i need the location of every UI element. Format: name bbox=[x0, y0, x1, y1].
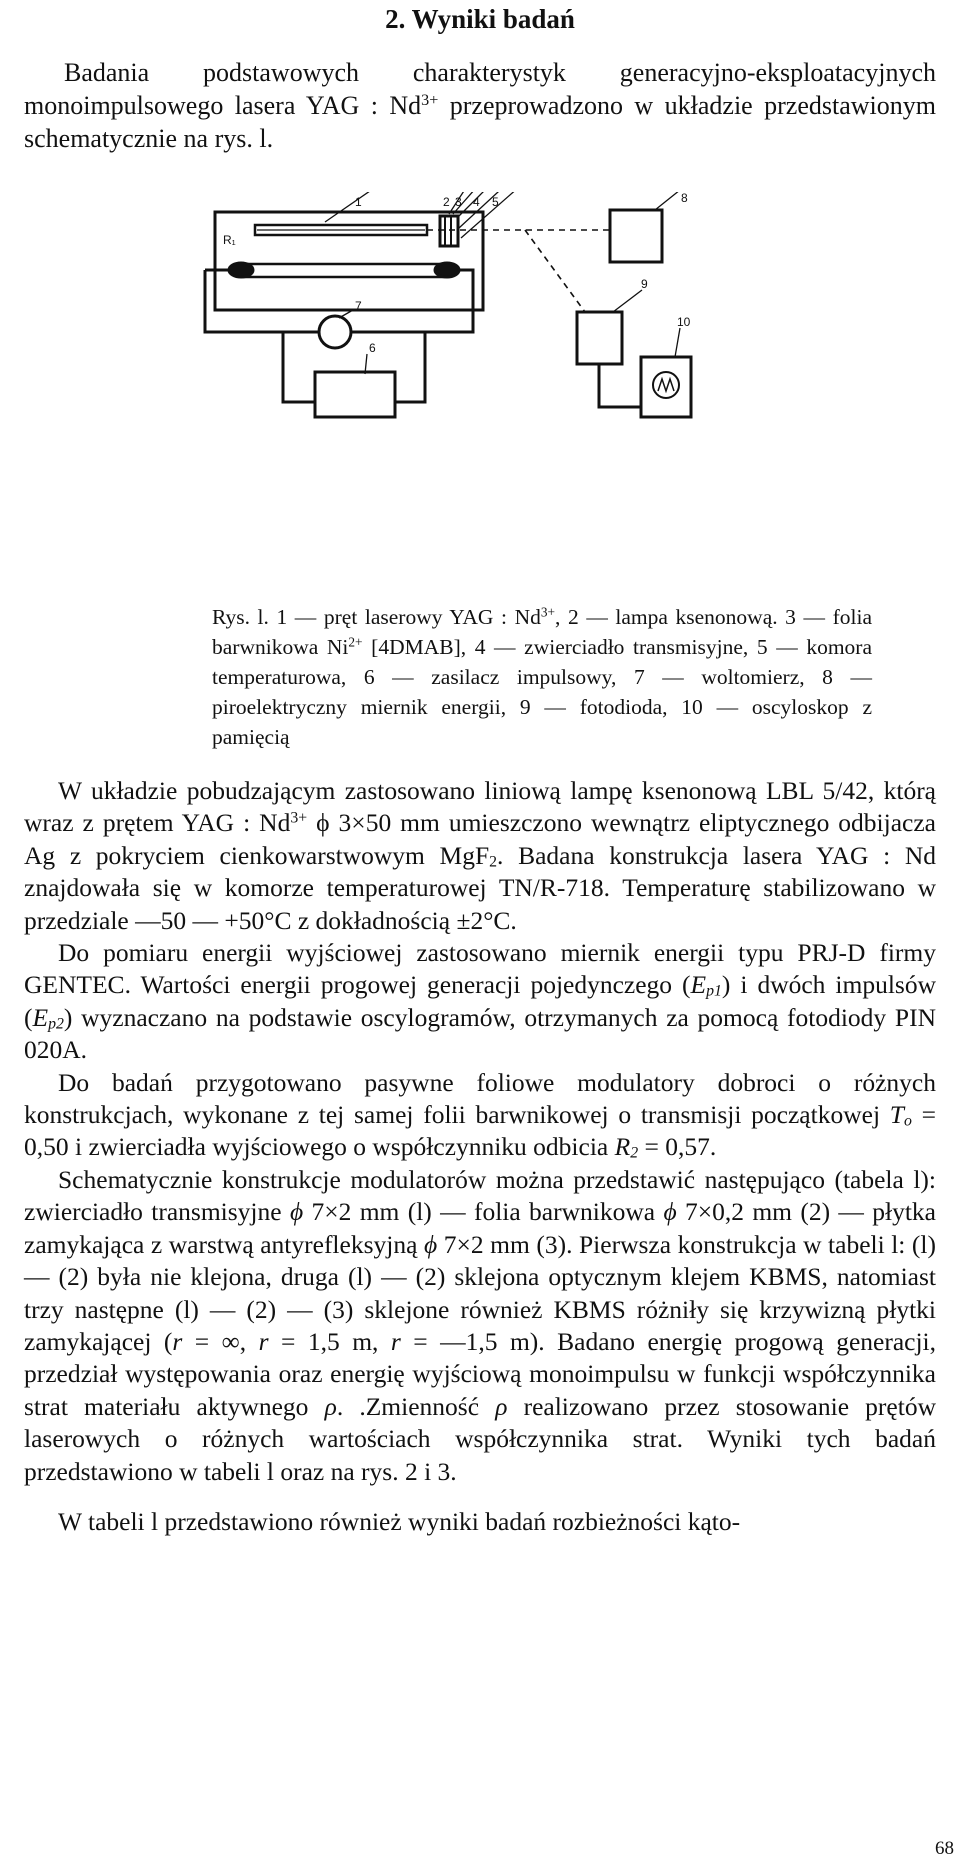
label-10: 10 bbox=[677, 315, 691, 329]
page-number: 68 bbox=[935, 1838, 954, 1859]
label-8: 8 bbox=[681, 192, 688, 205]
label-9: 9 bbox=[641, 277, 648, 291]
laser-setup-schematic bbox=[195, 192, 845, 572]
paragraph-modulators: Do badań przygotowano pasywne foliowe modulatory dobroci o różnych konstrukcjach, wykonane z tej samej folii barwnikowej o transmisji początkowej $T_o = 0,50$ i zwierciadła wyjściowego o współczynniku odbicia $R_2 = 0,57$. bbox=[24, 1067, 937, 1162]
body-text bbox=[24, 775, 936, 1538]
paragraph-constructions: Schematycznie konstrukcje modulatorów można przedstawić następująco (tabela l): zwierciadło transmisyjne ϕ 7×2 mm (l) — folia barwnikowa ϕ 7×0,2 mm (2) — płytka zamykająca z warstwą antyrefleksyjną ϕ 7×2 mm (3). Pierwsza konstrukcja w tabeli l: (l) — (2) była nie klejona, druga (l) — (2) sklejona optycznym klejem KBMS, natomiast trzy następne (l) — (2) — (3) sklejone również KBMS różniły się krzywizną płytki zamykającej (r = ∞, r = 1,5 m, r = —1,5 m). Badano energię progową generacji, przedział występowania oraz energię wyjściową monoimpulsu w funkcji współczynnika strat materiału aktywnego ρ. .Zmienność ρ realizowano przez stosowanie prętów laserowych o różnych wartościach współczynnika strat. Wyniki tych badań przedstawiono w tabeli l oraz na rys. 2 i 3. bbox=[24, 1164, 937, 1486]
photodiode-box bbox=[577, 312, 622, 364]
label-7: 7 bbox=[355, 299, 362, 313]
label-r1: R₁ bbox=[223, 233, 236, 247]
lamp-electrode-left bbox=[229, 263, 253, 277]
voltmeter bbox=[319, 316, 351, 348]
label-1: 1 bbox=[355, 195, 362, 209]
pulse-power-supply bbox=[315, 372, 395, 417]
intro-paragraph: Badania podstawowych charakterystyk generacyjno-eksploatacyjnych monoimpulsowego lasera YAG : $Nd^{3+}$ przeprowadzono w układzie przedstawionym schematycznie na rys. l. bbox=[24, 58, 936, 153]
figure-caption: Rys. l. 1 — pręt laserowy YAG : $Nd^{3+}$, 2 — lampa ksenonową. 3 — folia barwnikowa $Ni^{2+}$ [4DMAB], 4 — zwierciadło transmisyjne, 5 — komora temperaturowa, 6 — zasilacz impulsowy, 7 — woltomierz, 8 — piroelektryczny miernik energii, 9 — fotodioda, 10 — oscyloskop z pamięcią bbox=[212, 604, 872, 749]
label-4: 4 bbox=[473, 195, 480, 209]
xenon-lamp bbox=[237, 264, 453, 277]
label-2: 2 bbox=[443, 195, 450, 209]
oscilloscope-screen bbox=[653, 372, 679, 398]
label-6: 6 bbox=[369, 341, 376, 355]
paragraph-measurement: Do pomiaru energii wyjściowej zastosowano miernik energii typu PRJ-D firmy GENTEC. Wartości energii progowej generacji pojedynczego $(E_{p1})$ i dwóch impulsów $(E_{p2})$ wyznaczano na podstawie oscylogramów, otrzymanych za pomocą fotodiody PIN 020A. bbox=[24, 938, 936, 1065]
dye-foil-cell bbox=[440, 216, 458, 246]
label-3: 3 bbox=[455, 195, 462, 209]
paragraph-pumping: W układzie pobudzającym zastosowano liniową lampę ksenonową LBL 5/42, którą wraz z prętem YAG : $Nd^{3+}$ ϕ 3×50 mm umieszczono wewnątrz eliptycznego odbijacza Ag z pokryciem cienkowarstwowym MgF$_2$. Badana konstrukcja lasera YAG : Nd znajdowała się w komorze temperaturowej TN/R-718. Temperaturę stabilizowano w przedziale —50 — +50°C z dokładnością ±2°C. bbox=[24, 776, 937, 935]
oscilloscope-box bbox=[641, 357, 691, 417]
section-heading: 2. Wyniki badań bbox=[385, 4, 575, 34]
split-beam-line bbox=[525, 230, 585, 312]
label-5: 5 bbox=[492, 195, 499, 209]
energy-meter-box bbox=[610, 210, 662, 262]
paragraph-divergence: W tabeli l przedstawiono również wyniki badań rozbieżności kąto- bbox=[58, 1506, 741, 1536]
lamp-electrode-right bbox=[435, 263, 459, 277]
